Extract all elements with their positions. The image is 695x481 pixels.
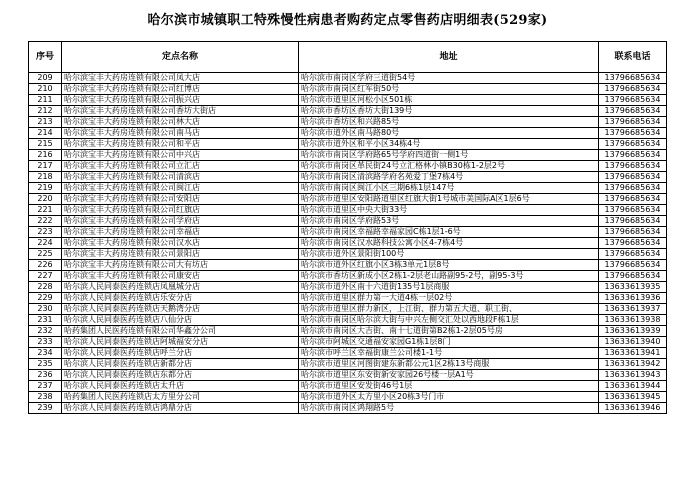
table-row [29, 205, 667, 216]
pharmacy-address: 哈尔滨市南岗区红军街50号 [299, 84, 599, 95]
row-number: 220 [29, 194, 62, 205]
contact-phone: 13796685634 [599, 205, 667, 216]
table-row [29, 260, 667, 271]
table-row [29, 227, 667, 238]
row-number: 218 [29, 172, 62, 183]
table-row [29, 359, 667, 370]
table-row [29, 282, 667, 293]
page-title: 哈尔滨市城镇职工特殊慢性病患者购药定点零售药店明细表(529家) [147, 13, 548, 28]
pharmacy-name: 哈尔滨人民同泰医药连锁店鸿鼎分店 [62, 403, 299, 414]
contact-phone: 13796685634 [599, 183, 667, 194]
row-number: 233 [29, 337, 62, 348]
row-number: 214 [29, 128, 62, 139]
contact-phone: 13796685634 [599, 106, 667, 117]
column-header-num: 序号 [29, 42, 62, 73]
contact-phone: 13633613943 [599, 370, 667, 381]
pharmacy-name: 哈尔滨宝丰大药房连锁有限公司景阳店 [62, 249, 299, 260]
pharmacy-address: 哈尔滨市南岗区汉水路科技公寓小区4-7栋4号 [299, 238, 599, 249]
contact-phone: 13633613944 [599, 381, 667, 392]
pharmacy-table [28, 41, 667, 414]
row-number: 217 [29, 161, 62, 172]
contact-phone: 13633613941 [599, 348, 667, 359]
pharmacy-name: 哈尔滨人民同泰医药连锁店新都分店 [62, 359, 299, 370]
pharmacy-name: 哈尔滨宝丰大药房连锁有限公司立汇店 [62, 161, 299, 172]
contact-phone: 13633613946 [599, 403, 667, 414]
contact-phone: 13633613937 [599, 304, 667, 315]
table-row [29, 304, 667, 315]
contact-phone: 13633613945 [599, 392, 667, 403]
row-number: 228 [29, 282, 62, 293]
row-number: 230 [29, 304, 62, 315]
pharmacy-address: 哈尔滨市香坊区香坊大街139号 [299, 106, 599, 117]
pharmacy-address: 哈尔滨市道外区景阳街100号 [299, 249, 599, 260]
contact-phone: 13796685634 [599, 73, 667, 84]
header-row [29, 42, 667, 73]
pharmacy-address: 哈尔滨市道里区东安街新安家园26号楼一层A1号 [299, 370, 599, 381]
row-number: 212 [29, 106, 62, 117]
pharmacy-address: 哈尔滨市道里区河图街建东新都公元1区2栋13号商服 [299, 359, 599, 370]
table-row [29, 139, 667, 150]
row-number: 235 [29, 359, 62, 370]
pharmacy-name: 哈药集团人民医药连锁有限公司华鑫分公司 [62, 326, 299, 337]
contact-phone: 13796685634 [599, 161, 667, 172]
pharmacy-address: 哈尔滨市道外区和平小区34栋4号 [299, 139, 599, 150]
pharmacy-address: 哈尔滨市道里区群力第一大道4栋一层02号 [299, 293, 599, 304]
pharmacy-name: 哈药集团人民医药连锁店太方里分公司 [62, 392, 299, 403]
table-row [29, 337, 667, 348]
contact-phone: 13796685634 [599, 117, 667, 128]
contact-phone: 13796685634 [599, 271, 667, 282]
pharmacy-address: 哈尔滨市道里区安发街46号1层 [299, 381, 599, 392]
pharmacy-name: 哈尔滨宝丰大药房连锁有限公司和平店 [62, 139, 299, 150]
contact-phone: 13796685634 [599, 249, 667, 260]
column-header-phone: 联系电话 [599, 42, 667, 73]
pharmacy-name: 哈尔滨人民同泰医药连锁店天鹅湾分店 [62, 304, 299, 315]
pharmacy-address: 哈尔滨市南岗区学府三道街54号 [299, 73, 599, 84]
table-row [29, 150, 667, 161]
pharmacy-address: 哈尔滨市道里区中央大街33号 [299, 205, 599, 216]
contact-phone: 13633613936 [599, 293, 667, 304]
column-header-address: 地址 [299, 42, 599, 73]
contact-phone: 13796685634 [599, 139, 667, 150]
row-number: 236 [29, 370, 62, 381]
table-row [29, 249, 667, 260]
row-number: 238 [29, 392, 62, 403]
row-number: 216 [29, 150, 62, 161]
pharmacy-address: 哈尔滨市南岗区清滨路学府名苑爱丁堡7栋4号 [299, 172, 599, 183]
table-row [29, 348, 667, 359]
pharmacy-name: 哈尔滨宝丰大药房连锁有限公司振兴店 [62, 95, 299, 106]
table-row [29, 128, 667, 139]
contact-phone: 13633613942 [599, 359, 667, 370]
row-number: 224 [29, 238, 62, 249]
table-row [29, 73, 667, 84]
contact-phone: 13796685634 [599, 216, 667, 227]
pharmacy-address: 哈尔滨市道外区红旗小区3栋3单元1层8号 [299, 260, 599, 271]
table-row [29, 238, 667, 249]
row-number: 215 [29, 139, 62, 150]
row-number: 213 [29, 117, 62, 128]
table-row [29, 106, 667, 117]
row-number: 219 [29, 183, 62, 194]
contact-phone: 13633613940 [599, 337, 667, 348]
pharmacy-name: 哈尔滨宝丰大药房连锁有限公司香坊大街店 [62, 106, 299, 117]
pharmacy-name: 哈尔滨宝丰大药房连锁有限公司中兴店 [62, 150, 299, 161]
pharmacy-name: 哈尔滨宝丰大药房连锁有限公司幸福店 [62, 227, 299, 238]
row-number: 211 [29, 95, 62, 106]
contact-phone: 13796685634 [599, 84, 667, 95]
pharmacy-name: 哈尔滨人民同泰医药连锁店凤凰城分店 [62, 282, 299, 293]
pharmacy-address: 哈尔滨市南岗区大吉街、南十七道街第B2栋1-2层05号房 [299, 326, 599, 337]
pharmacy-name: 哈尔滨宝丰大药房连锁有限公司红旗店 [62, 205, 299, 216]
table-row [29, 161, 667, 172]
contact-phone: 13796685634 [599, 238, 667, 249]
pharmacy-name: 哈尔滨人民同泰医药连锁店东都分店 [62, 370, 299, 381]
pharmacy-address: 哈尔滨市道外区南十六道街135号1层商服 [299, 282, 599, 293]
pharmacy-name: 哈尔滨宝丰大药房连锁有限公司安阳店 [62, 194, 299, 205]
row-number: 221 [29, 205, 62, 216]
pharmacy-name: 哈尔滨人民同泰医药连锁店八仙分店 [62, 315, 299, 326]
pharmacy-name: 哈尔滨宝丰大药房连锁有限公司南马店 [62, 128, 299, 139]
pharmacy-name: 哈尔滨宝丰大药房连锁有限公司凤大店 [62, 73, 299, 84]
pharmacy-address: 哈尔滨市南岗区鸿翔路5号 [299, 403, 599, 414]
contact-phone: 13796685634 [599, 172, 667, 183]
pharmacy-name: 哈尔滨宝丰大药房连锁有限公司大有坊店 [62, 260, 299, 271]
pharmacy-address: 哈尔滨市南岗区革民街24号立汇格林小镇B30栋1-2层2号 [299, 161, 599, 172]
row-number: 223 [29, 227, 62, 238]
table-row [29, 84, 667, 95]
row-number: 209 [29, 73, 62, 84]
pharmacy-name: 哈尔滨人民同泰医药连锁店乐安分店 [62, 293, 299, 304]
table-row [29, 95, 667, 106]
pharmacy-name: 哈尔滨人民同泰医药连锁店阿城福安分店 [62, 337, 299, 348]
pharmacy-address: 哈尔滨市道外区南马路80号 [299, 128, 599, 139]
pharmacy-address: 哈尔滨市南岗区幸福路幸福家园C栋1层1-6号 [299, 227, 599, 238]
contact-phone: 13633613939 [599, 326, 667, 337]
pharmacy-address: 哈尔滨市南岗区学府路53号 [299, 216, 599, 227]
pharmacy-name: 哈尔滨宝丰大药房连锁有限公司汉水店 [62, 238, 299, 249]
pharmacy-address: 哈尔滨市阿城区交通福安家园G1栋1层8门 [299, 337, 599, 348]
pharmacy-name: 哈尔滨人民同泰医药连锁店呼兰分店 [62, 348, 299, 359]
pharmacy-name: 哈尔滨宝丰大药房连锁有限公司清滨店 [62, 172, 299, 183]
contact-phone: 13796685634 [599, 95, 667, 106]
row-number: 210 [29, 84, 62, 95]
row-number: 229 [29, 293, 62, 304]
pharmacy-name: 哈尔滨宝丰大药房连锁有限公司闽江店 [62, 183, 299, 194]
contact-phone: 13796685634 [599, 128, 667, 139]
contact-phone: 13796685634 [599, 150, 667, 161]
contact-phone: 13796685634 [599, 227, 667, 238]
table-row [29, 326, 667, 337]
pharmacy-name: 哈尔滨宝丰大药房连锁有限公司康安店 [62, 271, 299, 282]
pharmacy-address: 哈尔滨市呼兰区幸福街康兰公司楼1-1号 [299, 348, 599, 359]
pharmacy-address: 哈尔滨市道里区安阳路道里区红旗大街1号城市美国际A区1层6号 [299, 194, 599, 205]
table-row [29, 315, 667, 326]
row-number: 227 [29, 271, 62, 282]
pharmacy-address: 哈尔滨市南岗区闽江小区三期6栋1层147号 [299, 183, 599, 194]
pharmacy-name: 哈尔滨人民同泰医药连锁店太升店 [62, 381, 299, 392]
row-number: 225 [29, 249, 62, 260]
pharmacy-address: 哈尔滨市香坊区新成小区2栋1-2层老山路副95-2号，副95-3号 [299, 271, 599, 282]
table-row [29, 293, 667, 304]
pharmacy-address: 哈尔滨市道里区河松小区501栋 [299, 95, 599, 106]
contact-phone: 13796685634 [599, 194, 667, 205]
table-row [29, 183, 667, 194]
table-row [29, 392, 667, 403]
contact-phone: 13796685634 [599, 260, 667, 271]
table-row [29, 117, 667, 128]
pharmacy-name: 哈尔滨宝丰大药房连锁有限公司学府店 [62, 216, 299, 227]
table-row [29, 370, 667, 381]
table-row [29, 403, 667, 414]
pharmacy-address: 哈尔滨市南岗区学府路65号学府四道街一侧1号 [299, 150, 599, 161]
table-row [29, 271, 667, 282]
table-row [29, 172, 667, 183]
row-number: 237 [29, 381, 62, 392]
pharmacy-name: 哈尔滨宝丰大药房连锁有限公司红博店 [62, 84, 299, 95]
pharmacy-address: 哈尔滨市香坊区和兴路85号 [299, 117, 599, 128]
pharmacy-address: 哈尔滨市道里区群力新区，上江街、群力第五大道、职工街、 [299, 304, 599, 315]
table-row [29, 381, 667, 392]
table-row [29, 216, 667, 227]
row-number: 239 [29, 403, 62, 414]
row-number: 232 [29, 326, 62, 337]
table-row [29, 194, 667, 205]
pharmacy-address: 哈尔滨市南岗区哈尔滨大街与中兴左侧交汇处以西地段F栋1层 [299, 315, 599, 326]
row-number: 222 [29, 216, 62, 227]
row-number: 231 [29, 315, 62, 326]
row-number: 226 [29, 260, 62, 271]
column-header-name: 定点名称 [62, 42, 299, 73]
contact-phone: 13633613938 [599, 315, 667, 326]
contact-phone: 13633613935 [599, 282, 667, 293]
pharmacy-name: 哈尔滨宝丰大药房连锁有限公司林大店 [62, 117, 299, 128]
pharmacy-address: 哈尔滨市道外区太方里小区20栋3号门市 [299, 392, 599, 403]
row-number: 234 [29, 348, 62, 359]
